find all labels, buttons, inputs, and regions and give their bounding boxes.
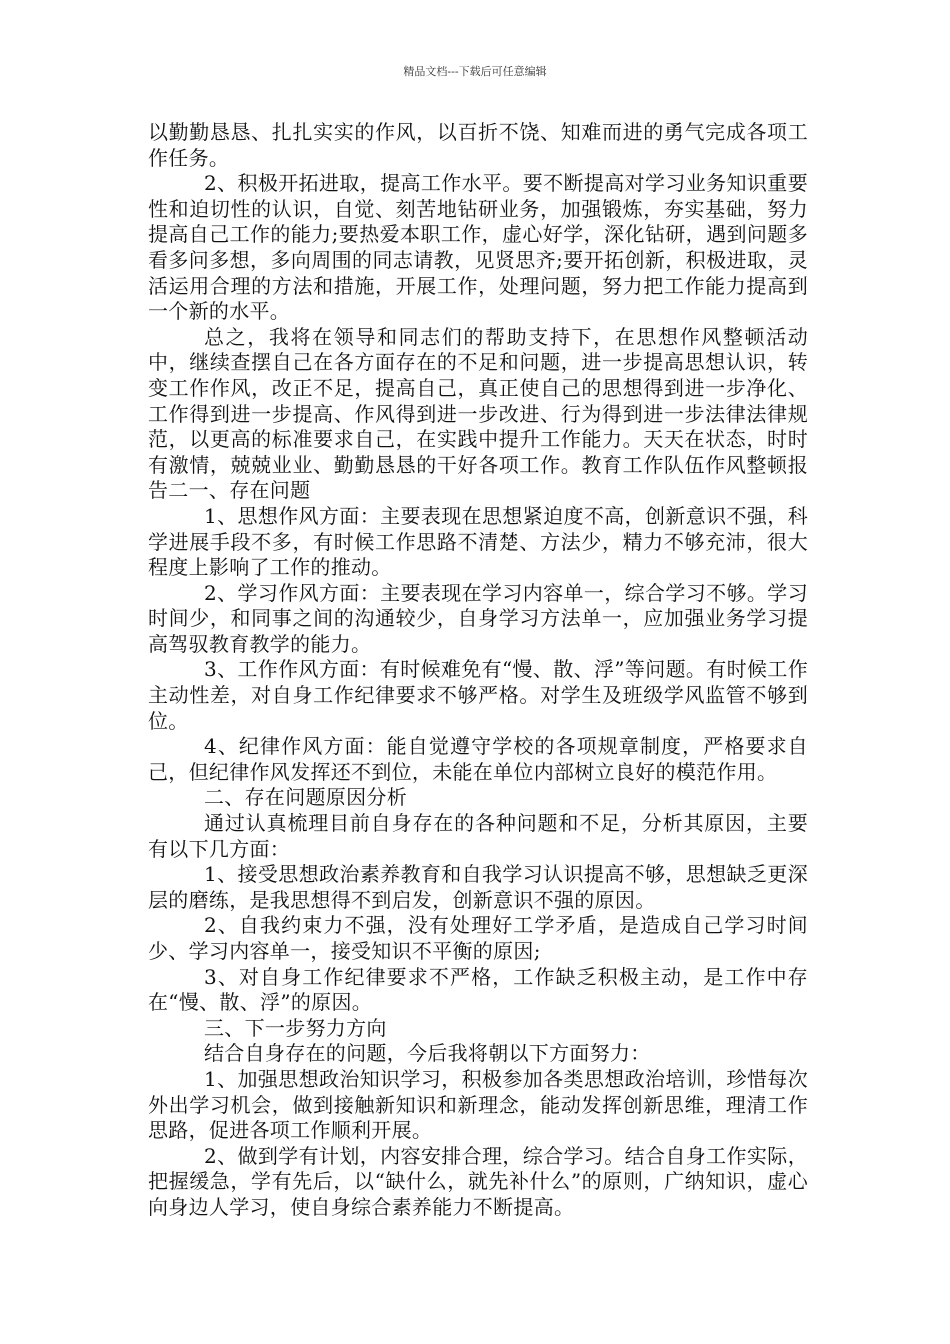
section-heading-cause-analysis: 二、存在问题原因分析 (204, 785, 407, 810)
paragraph-summary: 总之，我将在领导和同志们的帮助支持下，在思想作风整顿活动中，继续查摆自己在各方面存在的不足和问题，进一步提高思想认识，转变工作作风，改正不足，提高自己，真正使自己的思想得到进一步净化、工作得到进一步提高、作风得到进一步改进、行为得到进一步法律法律规范，以更高的标准要求自己，在实践中提升工作能力。天天在状态，时时有激情，兢兢业业、勤勤恳恳的干好各项工作。教育工作队伍作风整顿报告二一、存在问题 (148, 324, 808, 503)
paragraph-cause-3: 3、对自身工作纪律要求不严格，工作缺乏积极主动，是工作中存在“慢、散、浮”的原因。 (148, 964, 808, 1015)
paragraph-thought-style: 1、思想作风方面：主要表现在思想紧迫度不高，创新意识不强，科学进展手段不多，有时候工作思路不清楚、方法少，精力不够充沛，很大程度上影响了工作的推动。 (148, 503, 808, 580)
paragraph-study-style: 2、学习作风方面：主要表现在学习内容单一，综合学习不够。学习时间少，和同事之间的沟通较少，自身学习方法单一，应加强业务学习提高驾驭教育教学的能力。 (148, 580, 808, 656)
paragraph-next-intro: 结合自身存在的问题，今后我将朝以下方面努力： (204, 1041, 651, 1066)
paragraph-work-level: 2、积极开拓进取，提高工作水平。要不断提高对学习业务知识重要性和迫切性的认识，自觉、刻苦地钻研业务，加强锻炼，夯实基础，努力提高自己工作的能力;要热爱本职工作，虚心好学，深化钻研，遇到问题多看多问多想，多向周围的同志请教，见贤思齐;要开拓创新，积极进取，灵活运用合理的方法和措施，开展工作，处理问题，努力把工作能力提高到一个新的水平。 (148, 171, 808, 324)
document-body (148, 120, 808, 1221)
paragraph-cause-1: 1、接受思想政治素养教育和自我学习认识提高不够，思想缺乏更深层的磨练，是我思想得不到启发，创新意识不强的原因。 (148, 862, 808, 912)
page-header: 精品文档---下载后可任意编辑 (403, 65, 547, 78)
paragraph-cause-2: 2、自我约束力不强，没有处理好工学矛盾，是造成自己学习时间少、学习内容单一，接受知识不平衡的原因; (148, 913, 808, 963)
paragraph-cause-intro: 通过认真梳理目前自身存在的各种问题和不足，分析其原因，主要有以下几方面： (148, 811, 808, 861)
paragraph-next-2: 2、做到学有计划，内容安排合理，综合学习。结合自身工作实际，把握缓急，学有先后，以“缺什么，就先补什么”的原则，广纳知识，虚心向身边人学习，使自身综合素养能力不断提高。 (148, 1143, 808, 1219)
paragraph-discipline-style: 4、纪律作风方面：能自觉遵守学校的各项规章制度，严格要求自己，但纪律作风发挥还不到位，未能在单位内部树立良好的模范作用。 (148, 734, 808, 784)
paragraph-work-style: 3、工作作风方面：有时候难免有“慢、散、浮”等问题。有时候工作主动性差，对自身工作纪律要求不够严格。对学生及班级学风监管不够到位。 (148, 657, 808, 733)
section-heading-next-steps: 三、下一步努力方向 (204, 1015, 387, 1040)
paragraph-continuation: 以勤勤恳恳、扎扎实实的作风，以百折不饶、知难而进的勇气完成各项工作任务。 (148, 120, 808, 170)
paragraph-next-1: 1、加强思想政治知识学习，积极参加各类思想政治培训，珍惜每次外出学习机会，做到接触新知识和新理念，能动发挥创新思维，理清工作思路，促进各项工作顺利开展。 (148, 1066, 808, 1143)
